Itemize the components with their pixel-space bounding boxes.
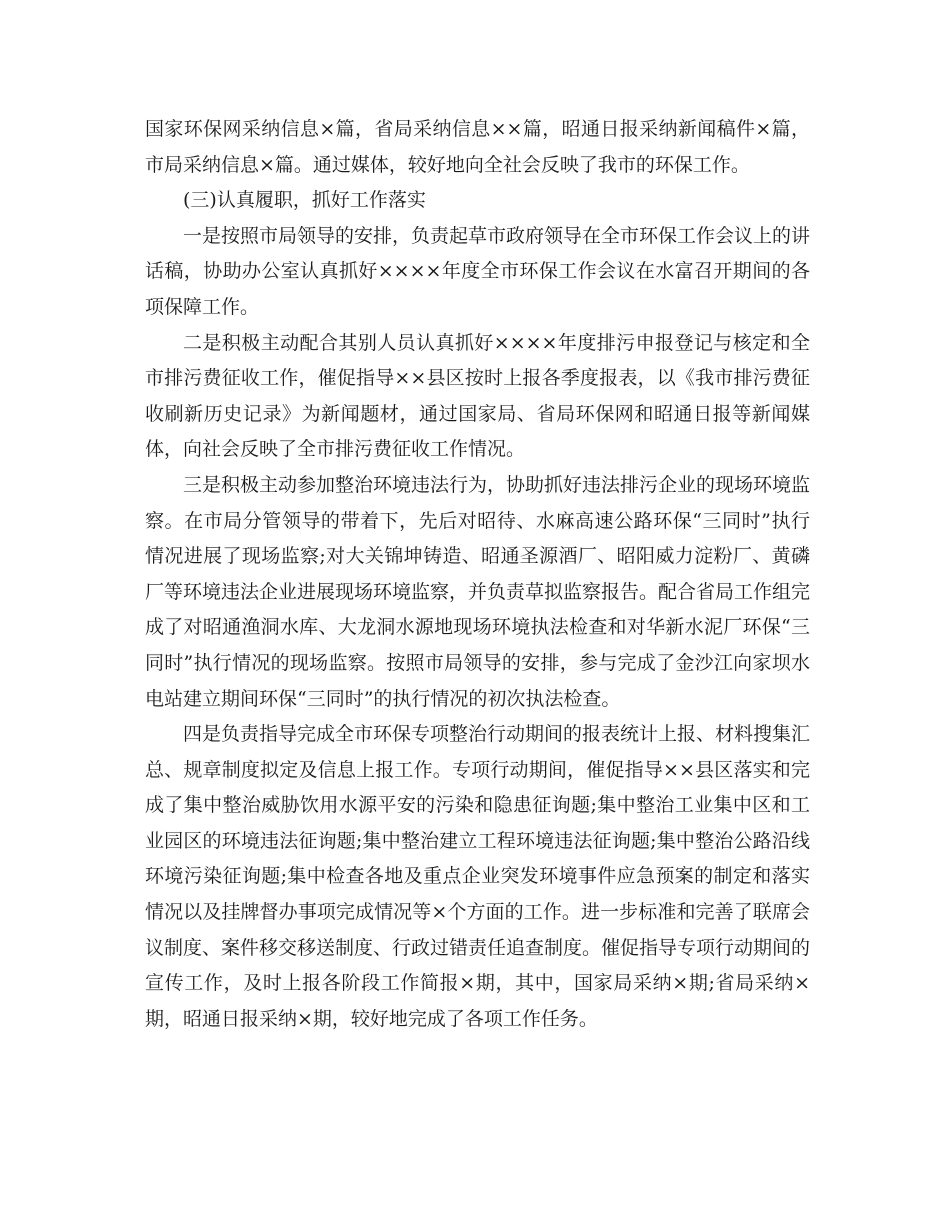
- paragraph-item-three: 三是积极主动参加整治环境违法行为，协助抓好违法排污企业的现场环境监察。在市局分管领导的带着下，先后对昭待、水麻高速公路环保“三同时”执行情况进展了现场监察;对大关锦坤铸造、昭通圣源酒厂、昭阳威力淀粉厂、黄磷厂等环境违法企业进展现场环境监察，并负责草拟监察报告。配合省局工作组完成了对昭通渔洞水库、大龙洞水源地现场环境执法检查和对华新水泥厂环保“三同时”执行情况的现场监察。按照市局领导的安排，参与完成了金沙江向家坝水电站建立期间环保“三同时”的执行情况的初次执法检查。: [145, 473, 811, 710]
- paragraph-item-one: 一是按照市局领导的安排，负责起草市政府领导在全市环保工作会议上的讲话稿，协助办公室认真抓好××××年度全市环保工作会议在水富召开期间的各项保障工作。: [145, 224, 811, 318]
- paragraph-media-summary: 国家环保网采纳信息×篇，省局采纳信息××篇，昭通日报采纳新闻稿件×篇，市局采纳信息×篇。通过媒体，较好地向全社会反映了我市的环保工作。: [145, 118, 810, 176]
- document-body: [145, 112, 810, 1037]
- paragraph-item-four: 四是负责指导完成全市环保专项整治行动期间的报表统计上报、材料搜集汇总、规章制度拟定及信息上报工作。专项行动期间，催促指导××县区落实和完成了集中整治威胁饮用水源平安的污染和隐患征询题;集中整治工业集中区和工业园区的环境违法征询题;集中整治建立工程环境违法征询题;集中整治公路沿线环境污染征询题;集中检查各地及重点企业突发环境事件应急预案的制定和落实情况以及挂牌督办事项完成情况等×个方面的工作。进一步标准和完善了联席会议制度、案件移交移送制度、行政过错责任追查制度。催促指导专项行动期间的宣传工作，及时上报各阶段工作简报×期，其中，国家局采纳×期;省局采纳×期，昭通日报采纳×期，较好地完成了各项工作任务。: [145, 723, 811, 1030]
- paragraph-item-two: 二是积极主动配合其别人员认真抓好××××年度排污申报登记与核定和全市排污费征收工作，催促指导××县区按时上报各季度报表，以《我市排污费征收刷新历史记录》为新闻题材，通过国家局、省局环保网和昭通日报等新闻媒体，向社会反映了全市排污费征收工作情况。: [145, 331, 810, 461]
- section-heading: (三)认真履职，抓好工作落实: [183, 189, 426, 212]
